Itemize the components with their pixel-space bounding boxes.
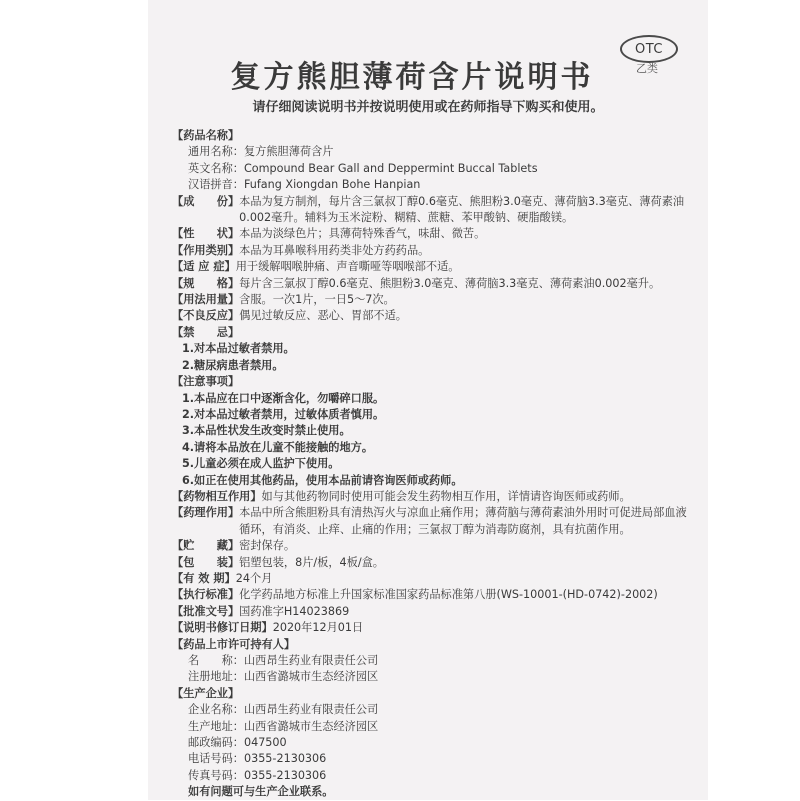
composition-label: 【成 份】 <box>172 194 240 208</box>
pinyin-name-label: 汉语拼音： <box>188 178 244 192</box>
mah-address-value: 山西省潞城市生态经济园区 <box>243 670 379 684</box>
manufacturer-phone-value: 0355-2130306 <box>243 752 327 766</box>
leaflet-content <box>172 128 692 801</box>
precaution-item: 5.儿童必须在成人监护下使用。 <box>182 457 340 471</box>
package-label: 【包 装】 <box>172 555 240 569</box>
pharmacology-row <box>172 505 692 538</box>
contraindication-item: 2.糖尿病患者禁用。 <box>182 358 284 372</box>
storage-label: 【贮 藏】 <box>172 539 240 553</box>
composition-row <box>172 194 692 227</box>
mah-address-label: 注册地址： <box>188 670 244 684</box>
manufacturer-address-label: 生产地址： <box>188 719 244 733</box>
category-label: 【作用类别】 <box>172 243 240 257</box>
category-value: 本品为耳鼻喉科用药类非处方药药品。 <box>239 243 430 257</box>
interactions-label: 【药物相互作用】 <box>172 489 262 503</box>
manufacturer-name-value: 山西昂生药业有限责任公司 <box>243 703 379 717</box>
precaution-item: 3.本品性状发生改变时禁止使用。 <box>182 424 351 438</box>
generic-name-label: 通用名称： <box>188 145 244 159</box>
precautions-heading: 【注意事项】 <box>172 375 240 389</box>
manufacturer-fax-row <box>172 768 692 784</box>
dosage-value: 含服。一次1片，一日5～7次。 <box>239 293 395 307</box>
generic-name-value: 复方熊胆薄荷含片 <box>243 145 334 159</box>
manufacturer-heading: 【生产企业】 <box>172 686 240 700</box>
pharmacology-value: 本品中所含熊胆粉具有清热泻火与凉血止痛作用；薄荷脑与薄荷素油外用时可促进局部血液循环，有消炎、止痒、止痛的作用；三氯叔丁醇为消毒防腐剂，具有抗菌作用。 <box>239 506 687 536</box>
validity-row <box>172 571 692 587</box>
storage-row <box>172 538 692 554</box>
dosage-row <box>172 292 692 308</box>
manufacturer-phone-row <box>172 751 692 767</box>
revision-value: 2020年12月01日 <box>272 621 364 635</box>
specification-row <box>172 276 692 292</box>
precaution-item: 6.如正在使用其他药品，使用本品前请咨询医师或药师。 <box>182 473 463 487</box>
composition-value: 本品为复方制剂，每片含三氯叔丁醇0.6毫克、熊胆粉3.0毫克、薄荷脑3.3毫克、薄荷素油0.002毫升。辅料为玉米淀粉、糊精、蔗糖、苯甲酸钠、硬脂酸镁。 <box>239 194 685 225</box>
properties-value: 本品为淡绿色片；具薄荷特殊香气，味甜、微苦。 <box>239 227 486 241</box>
precaution-item: 1.本品应在口中逐渐含化，勿嚼碎口服。 <box>182 391 385 405</box>
interactions-row <box>172 489 692 505</box>
interactions-value: 如与其他药物同时使用可能会发生药物相互作用，详情请咨询医师或药师。 <box>261 489 631 503</box>
package-row <box>172 555 692 571</box>
specification-label: 【规 格】 <box>172 276 240 290</box>
properties-label: 【性 状】 <box>172 227 240 241</box>
precaution-item: 4.请将本品放在儿童不能接触的地方。 <box>182 440 374 454</box>
section-drug-name-heading: 【药品名称】 <box>172 129 240 142</box>
properties-row <box>172 226 692 242</box>
mah-name-value: 山西昂生药业有限责任公司 <box>243 654 379 667</box>
mah-name-row <box>172 653 692 669</box>
storage-value: 密封保存。 <box>239 539 296 553</box>
adverse-label: 【不良反应】 <box>172 309 240 323</box>
adverse-value: 偶见过敏反应、恶心、胃部不适。 <box>239 309 407 323</box>
manufacturer-name-label: 企业名称： <box>188 703 244 717</box>
manufacturer-address-row <box>172 719 692 735</box>
usage-warning: 请仔细阅读说明书并按说明使用或在药师指导下购买和使用。 <box>252 100 604 115</box>
manufacturer-address-value: 山西省潞城市生态经济园区 <box>243 719 379 733</box>
manufacturer-phone-label: 电话号码： <box>188 752 244 766</box>
dosage-label: 【用法用量】 <box>172 293 240 307</box>
package-value: 铝塑包装，8片/板，4板/盒。 <box>239 555 384 569</box>
manufacturer-fax-label: 传真号码： <box>188 768 244 782</box>
manufacturer-zip-label: 邮政编码： <box>188 736 244 750</box>
specification-value: 每片含三氯叔丁醇0.6毫克、熊胆粉3.0毫克、薄荷脑3.3毫克、薄荷素油0.002毫升。 <box>239 276 661 290</box>
indications-label: 【适 应 症】 <box>172 260 236 274</box>
standard-value: 化学药品地方标准上升国家标准国家药品标准第八册(WS-10001-(HD-0742)-2002) <box>239 588 658 602</box>
precaution-item: 2.对本品过敏者禁用，过敏体质者慎用。 <box>182 407 385 421</box>
validity-label: 【有 效 期】 <box>172 571 236 585</box>
generic-name-row <box>172 144 692 160</box>
contraindications-heading: 【禁 忌】 <box>172 325 240 339</box>
mah-address-row <box>172 669 692 685</box>
pinyin-name-row <box>172 177 692 193</box>
document-title: 复方熊胆薄荷含片说明书 <box>230 60 594 95</box>
manufacturer-name-row <box>172 702 692 718</box>
indications-value: 用于缓解咽喉肿痛、声音嘶哑等咽喉部不适。 <box>235 260 460 274</box>
manufacturer-zip-value: 047500 <box>243 736 287 750</box>
pinyin-name-value: Fufang Xiongdan Bohe Hanpian <box>243 178 421 192</box>
validity-value: 24个月 <box>235 571 273 585</box>
standard-label: 【执行标准】 <box>172 588 240 602</box>
mah-heading: 【药品上市许可持有人】 <box>172 637 296 651</box>
standard-row <box>172 587 692 603</box>
contraindication-item: 1.对本品过敏者禁用。 <box>182 342 295 356</box>
english-name-label: 英文名称： <box>188 161 244 175</box>
revision-row <box>172 620 692 636</box>
otc-class-label: 乙类 <box>636 62 658 75</box>
manufacturer-fax-value: 0355-2130306 <box>243 768 327 782</box>
approval-label: 【批准文号】 <box>172 604 240 618</box>
manufacturer-zip-row <box>172 735 692 751</box>
english-name-value: Compound Bear Gall and Deppermint Buccal Tablets <box>243 161 538 175</box>
approval-value: 国药准字H14023869 <box>239 604 350 618</box>
revision-label: 【说明书修订日期】 <box>172 621 273 635</box>
contact-note: 如有问题可与生产企业联系。 <box>188 785 334 799</box>
category-row <box>172 243 692 259</box>
mah-name-label: 名 称： <box>188 654 244 667</box>
indications-row <box>172 259 692 275</box>
otc-label: OTC <box>635 41 663 57</box>
pharmacology-label: 【药理作用】 <box>172 506 240 520</box>
english-name-row <box>172 161 692 177</box>
adverse-row <box>172 308 692 324</box>
approval-row <box>172 604 692 620</box>
